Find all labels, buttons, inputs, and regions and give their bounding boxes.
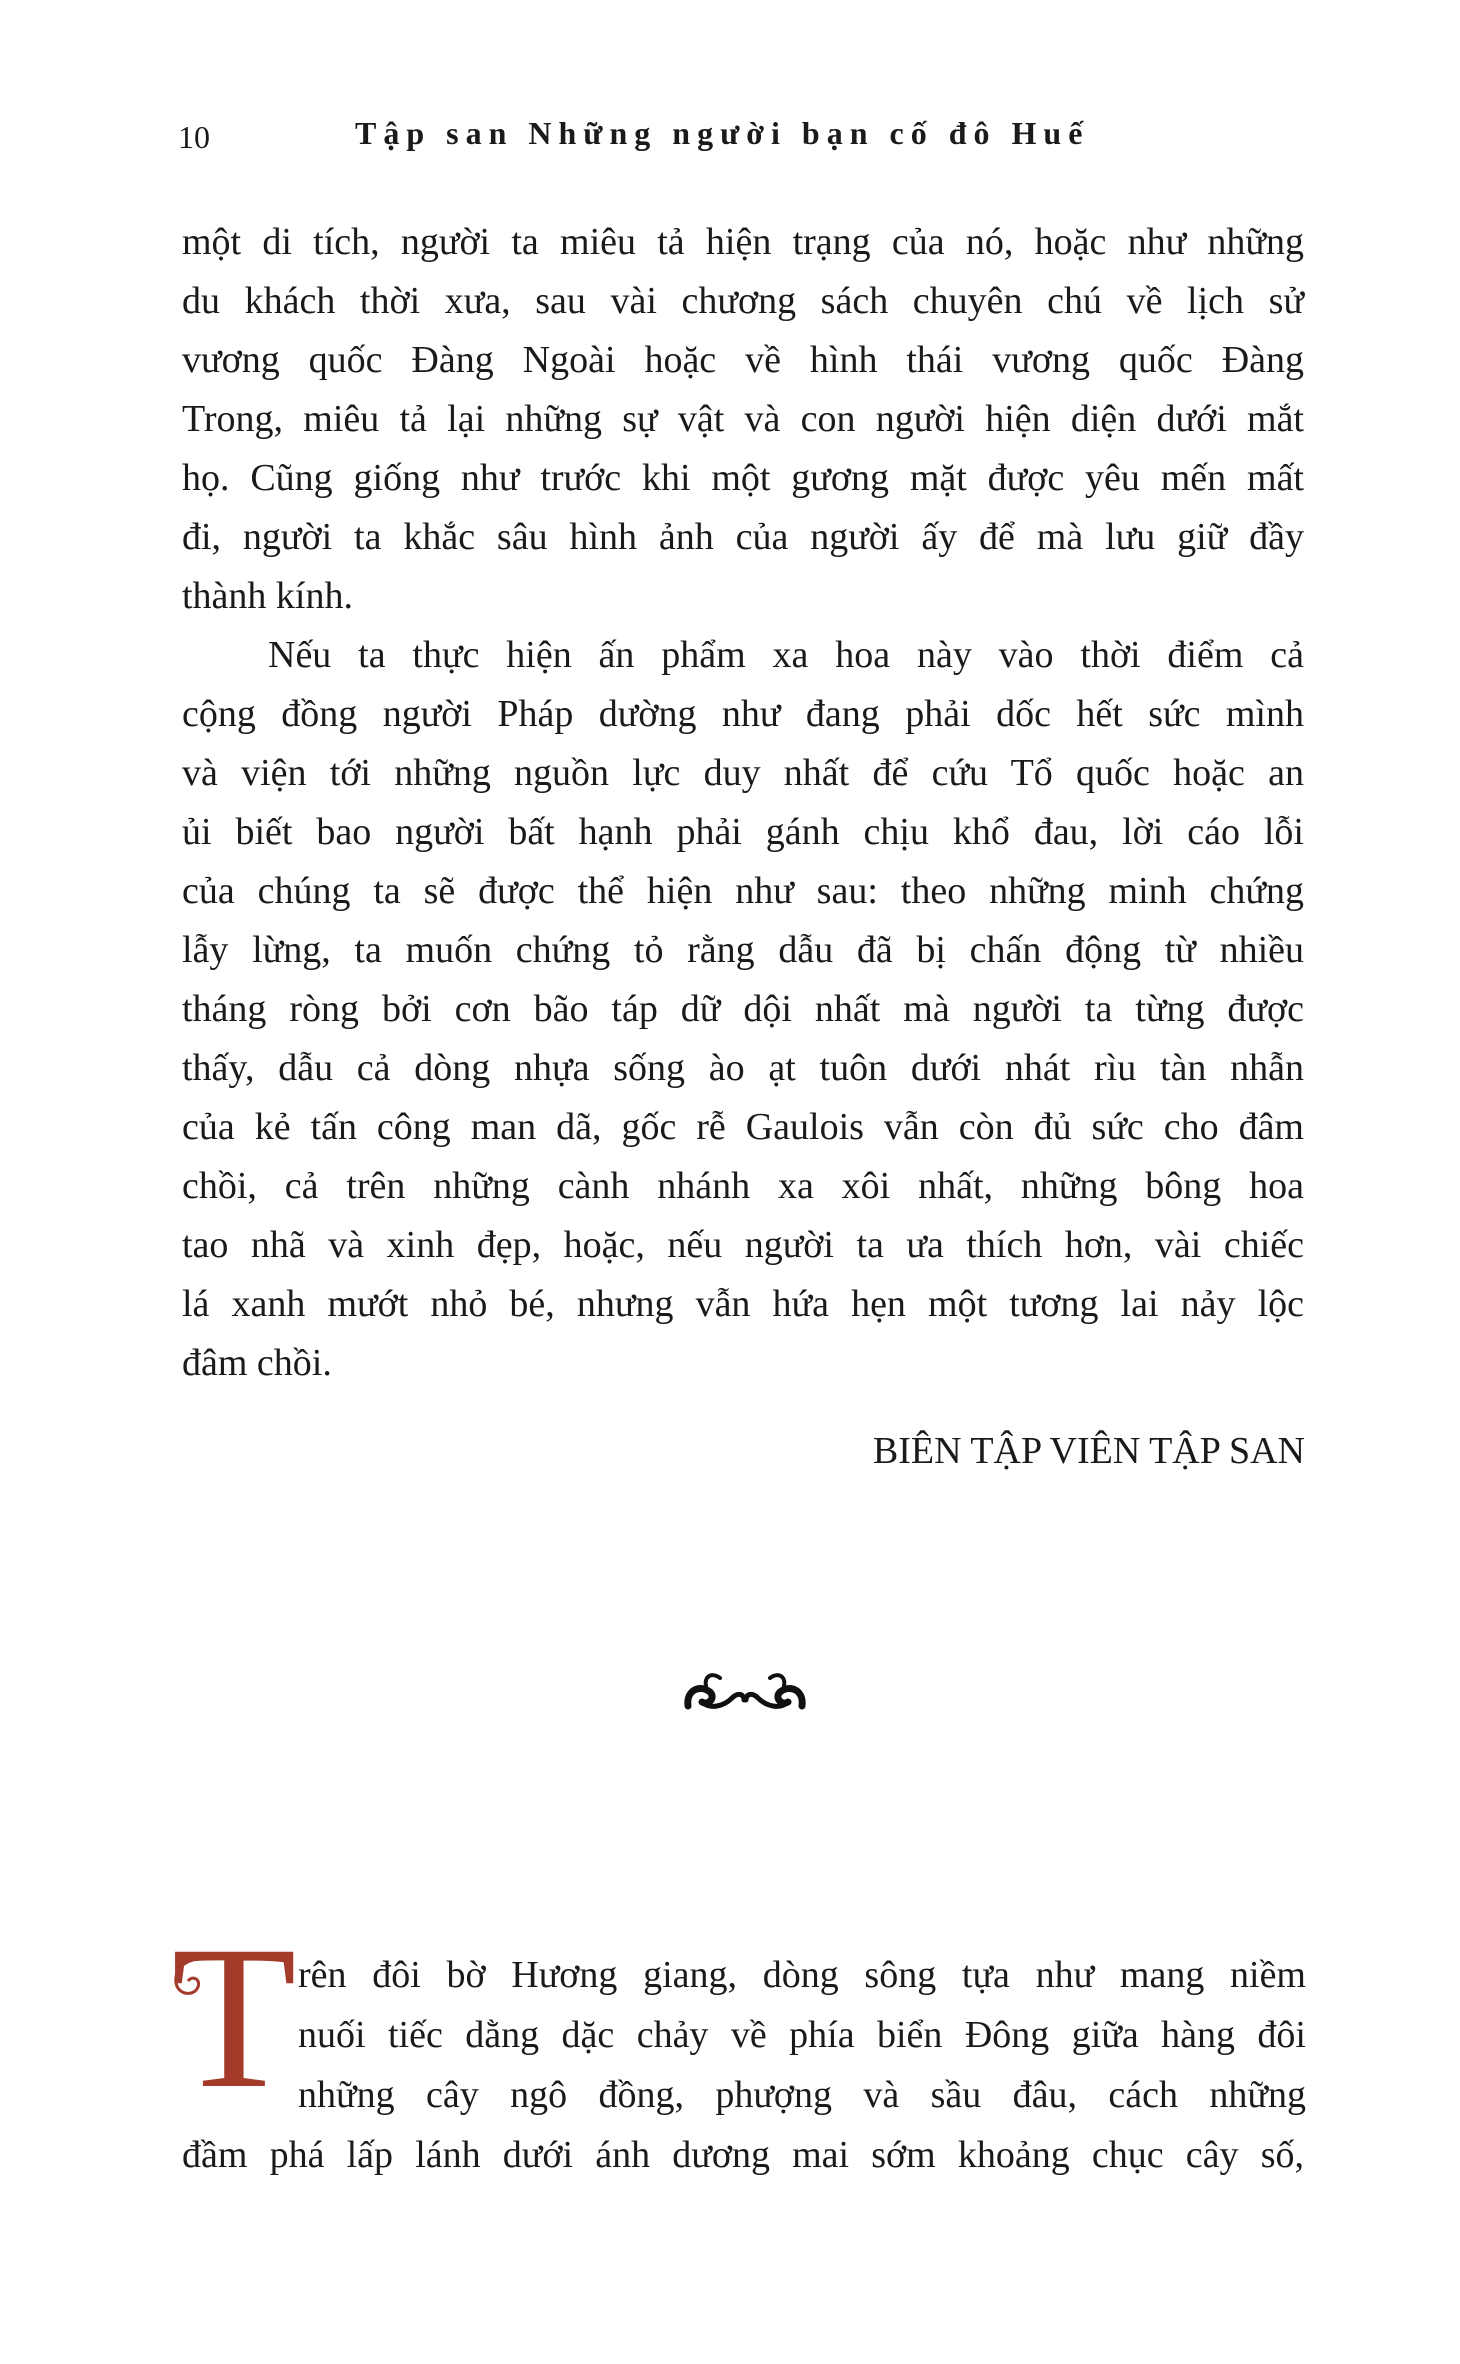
text-line: họ. Cũng giống như trước khi một gương mặt được yêu mến mất (182, 457, 1304, 499)
text-line: Trong, miêu tả lại những sự vật và con người hiện diện dưới mắt (182, 398, 1304, 440)
text-line: thấy, dẫu cả dòng nhựa sống ào ạt tuôn dưới nhát rìu tàn nhẫn (182, 1047, 1304, 1089)
page-number: 10 (178, 119, 210, 155)
text-line: thành kính. (182, 575, 353, 617)
text-line: cộng đồng người Pháp dường như đang phải dốc hết sức mình (182, 693, 1304, 735)
text-line: đầm phá lấp lánh dưới ánh dương mai sớm khoảng chục cây số, (182, 2134, 1304, 2176)
text-line: rên đôi bờ Hương giang, dòng sông tựa như mang niềm (298, 1954, 1306, 1996)
text-line: một di tích, người ta miêu tả hiện trạng của nó, hoặc như những (182, 221, 1304, 263)
signature: BIÊN TẬP VIÊN TẬP SAN (872, 1430, 1305, 1472)
text-line: du khách thời xưa, sau vài chương sách chuyên chú về lịch sử (182, 280, 1304, 322)
fleuron-divider-icon (680, 1662, 810, 1722)
text-line: và viện tới những nguồn lực duy nhất để cứu Tổ quốc hoặc an (182, 752, 1304, 794)
text-line: những cây ngô đồng, phượng và sầu đâu, cách những (298, 2074, 1306, 2116)
text-line: vương quốc Đàng Ngoài hoặc về hình thái vương quốc Đàng (182, 339, 1304, 381)
text-line: nuối tiếc dằng dặc chảy về phía biển Đông giữa hàng đôi (298, 2014, 1306, 2056)
text-line: tháng ròng bởi cơn bão táp dữ dội nhất mà người ta từng được (182, 988, 1304, 1030)
text-line: Nếu ta thực hiện ấn phẩm xa hoa này vào thời điểm cả (268, 634, 1304, 676)
text-line: lẫy lừng, ta muốn chứng tỏ rằng dẫu đã bị chấn động từ nhiều (182, 929, 1304, 971)
drop-cap-swirl-icon (172, 1955, 212, 2000)
running-title: Tập san Những người bạn cố đô Huế (355, 115, 1090, 151)
text-line: chồi, cả trên những cành nhánh xa xôi nhất, những bông hoa (182, 1165, 1304, 1207)
text-line: đi, người ta khắc sâu hình ảnh của người ấy để mà lưu giữ đầy (182, 516, 1304, 558)
text-line: tao nhã và xinh đẹp, hoặc, nếu người ta ưa thích hơn, vài chiếc (182, 1224, 1304, 1266)
text-line: lá xanh mướt nhỏ bé, nhưng vẫn hứa hẹn một tương lai nảy lộc (182, 1283, 1304, 1325)
drop-cap: T (171, 1904, 297, 2131)
text-line: của chúng ta sẽ được thể hiện như sau: theo những minh chứng (182, 870, 1304, 912)
text-line: của kẻ tấn công man dã, gốc rễ Gaulois vẫn còn đủ sức cho đâm (182, 1106, 1304, 1148)
text-line: ủi biết bao người bất hạnh phải gánh chịu khổ đau, lời cáo lỗi (182, 811, 1304, 853)
text-line: đâm chồi. (182, 1342, 332, 1384)
